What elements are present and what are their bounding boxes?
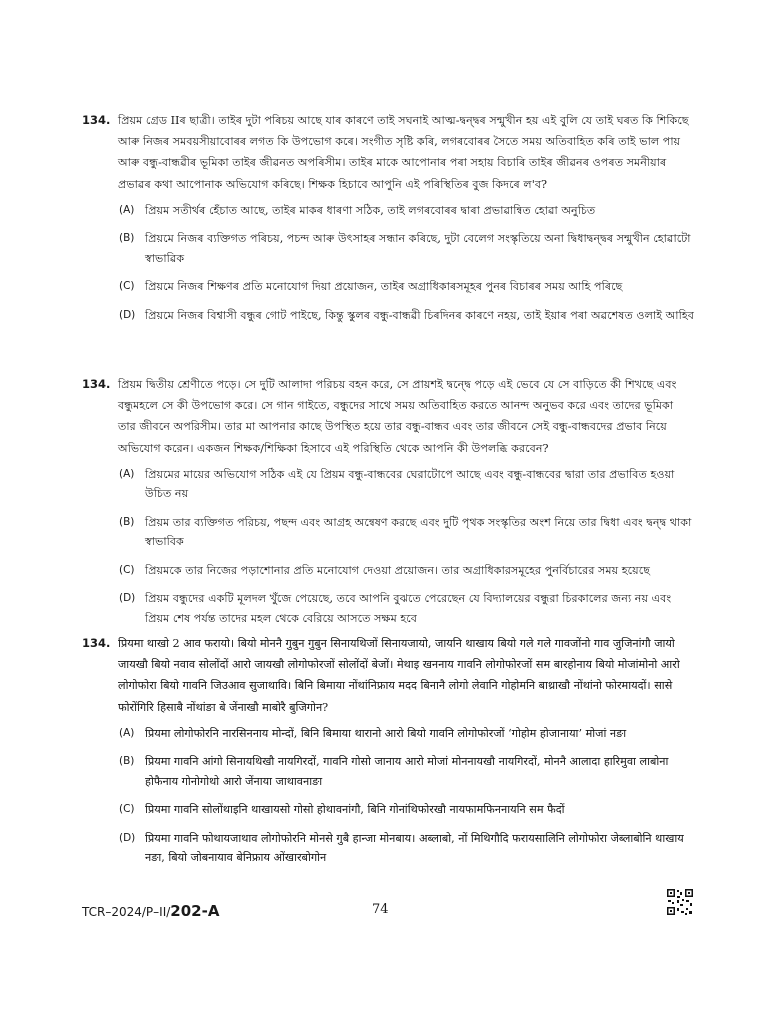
paper-code-suffix: 202-A [170,902,220,920]
option-text: प्रियमा गावनि आंगो सिनायथिखौ नायगिरदों, गावनि गोसो जानाय आरो मोजां मोननायखौ नायगिरदों, मोननै आलादा हारिमुवा लाबोना होफैनाय गोनोगोथो आरो जेंनाया जाथावनाङा [145,755,669,788]
option-label: (D) [119,831,136,844]
page-number: 74 [372,902,389,917]
option-text: প্ৰিয়ম সতীৰ্থৰ হেঁচাত আছে, তাইৰ মাকৰ ধাৰণা সঠিক, তাই লগৰবোৰৰ দ্বাৰা প্ৰভাৱান্বিত হোৱা অনুচিত [145,203,596,217]
option-text: প্রিয়ম তার ব্যক্তিগত পরিচয়, পছন্দ এবং আগ্রহ অন্বেষণ করছে এবং দুটি পৃথক সংস্কৃতির অংশ নিয়ে তার দ্বিধা এবং দ্বন্দ্ব থাকা স্বাভাবিক [145,515,692,549]
option-text: প্রিয়মকে তার নিজের পড়াশোনার প্রতি মনোযোগ দেওয়া প্রয়োজন। তার অগ্রাধিকারসমূহের পুনর্বিচারের সময় হয়েছে [145,563,651,577]
option-text: প্রিয়মের মায়ের অভিযোগ সঠিক এই যে প্রিয়ম বন্ধু-বান্ধবের ঘেরাটোপে আছে এবং বন্ধু-বান্ধবের দ্বারা তার প্রভাবিত হওয়া উচিত নয় [145,467,675,501]
option-d [119,306,694,326]
option-d [119,589,694,628]
option-label: (A) [119,726,135,739]
question-number: 134. [82,377,111,391]
option-b [119,752,694,791]
option-label: (C) [119,803,135,816]
options-list [119,465,694,629]
option-text: প্ৰিয়মে নিজৰ ব্যক্তিগত পৰিচয়, পচন্দ আৰু উৎসাহৰ সন্ধান কৰিছে, দুটা বেলেগ সংস্কৃতিয়ে অনা দ্বিধাদ্বন্দ্বৰ সন্মুখীন হোৱাটো স্বাভাৱিক [145,232,691,265]
question-number: 134. [82,113,111,127]
option-text: প্ৰিয়মে নিজৰ বিশ্বাসী বন্ধুৰ গোট পাইছে, কিন্তু স্কুলৰ বন্ধু-বান্ধৱী চিৰদিনৰ কাৰণে নহয়, তাই ইয়াৰ পৰা অৱশেষত ওলাই আহিব [145,308,694,322]
page-footer [82,896,694,936]
option-label: (B) [119,515,135,528]
option-text: प्रियमा गावनि फोथायजाथाव लोगोफोरनि मोनसे गुबै हान्जा मोनबाय। अब्लाबो, नों मिथिगौदि फरायसालिनि लोगोफोरा जेब्लाबोनि थाखाय नङा, बियो जोबनायाव बेनिफ्राय ओंखारबोगोन [145,831,684,865]
question-text: প্রিয়ম দ্বিতীয় শ্রেণীতে পড়ে। সে দুটি আলাদা পরিচয় বহন করে, সে প্রায়শই দ্বন্দ্বে পড়ে এই ভেবে যে সে বাড়িতে কী শিখছে এবং বন্ধুমহলে সে কী উপভোগ করে। সে গান গাইতে, বন্ধুদের সাথে সময় অতিবাহিত করতে আনন্দ অনুভব করে এবং তাদের ভূমিকা তার জীবনে অপরিসীম। তার মা আপনার কাছে উপস্থিত হয়ে তার বন্ধু-বান্ধব এবং তার জীবনে সেই বন্ধু-বান্ধবদের প্রভাব নিয়ে অভিযোগ করেন। একজন শিক্ষক/শিক্ষিকা হিসাবে এই পরিস্থিতি থেকে আপনি কী উপলব্ধি করবেন? [118,378,677,455]
option-b [119,229,694,268]
option-c [119,561,694,581]
option-c [119,277,694,297]
option-a [119,465,694,504]
option-label: (C) [119,280,135,293]
option-text: प्रियमा लोगोफोरनि नारसिननाय मोन्दों, बिनि बिमाया थारानो आरो बियो गावनि लोगोफोरजों ‘गोहोम होजानाया’ मोजां नङा [145,726,627,740]
option-text: প্ৰিয়মে নিজৰ শিক্ষণৰ প্ৰতি মনোযোগ দিয়া প্ৰয়োজন, তাইৰ অগ্ৰাধিকাৰসমূহৰ পুনৰ বিচাৰৰ সময় আহি পৰিছে [145,280,623,294]
question-number: 134. [82,636,111,650]
option-label: (D) [119,592,136,605]
option-label: (C) [119,563,135,576]
options-list [119,724,694,868]
paper-code-prefix: TCR–2024/P–II/ [82,905,171,919]
option-text: प्रियमा गावनि सोलोंथाइनि थाखायसो गोसो होथावनांगौ, बिनि गोनांथिफोरखौ नायफामफिननायनि सम फैदों [145,803,565,817]
question-text: প্ৰিয়ম গ্ৰেড IIৰ ছাত্ৰী। তাইৰ দুটা পৰিচয় আছে যাৰ কাৰণে তাই সঘনাই আত্ম-দ্বন্দ্বৰ সন্মুখীন হয় এই বুলি যে তাই ঘৰত কি শিকিছে আৰু নিজৰ সমবয়সীয়াবোৰৰ লগত কি উপভোগ কৰে। সংগীত সৃষ্টি কৰি, লগৰবোৰৰ সৈতে সময় অতিবাহিত কৰি তাই ভাল পায় আৰু বন্ধু-বান্ধৱীৰ ভূমিকা তাইৰ জীৱনত অপৰিসীম। তাইৰ মাকে আপোনাৰ পৰা সহায় বিচাৰি তাইৰ জীৱনৰ ওপৰত সমনীয়াৰ প্ৰভাৱৰ কথা আপোনাক অভিযোগ কৰিছে। শিক্ষক হিচাবে আপুনি এই পৰিস্থিতিৰ বুজ কিদৰে ল'ব? [118,114,689,191]
option-label: (A) [119,203,135,216]
option-label: (B) [119,232,135,245]
paper-code [82,902,219,920]
qr-code-icon [666,888,694,916]
option-a [119,201,694,221]
question-bodo [82,633,694,877]
option-label: (B) [119,755,135,768]
option-c [119,800,694,820]
option-text: প্রিয়ম বন্ধুদের একটি মূলদল খুঁজে পেয়েছে, তবে আপনি বুঝতে পেরেছেন যে বিদ্যালয়ের বন্ধুরা চিরকালের জন্য নয় এবং প্রিয়ম শেষ পর্যন্ত তাদের মহল থেকে বেরিয়ে আসতে সক্ষম হবে [145,592,672,625]
question-text: प्रियमा थाखो 2 आव फरायो। बियो मोननै गुबुन गुबुन सिनायथिजों सिनायजायो, जायनि थाखाय बियो गले गले गावजोंनो गाव जुजिनांगौ जायो जायखौ बियो नवाव सोलोंदों आरो जायखौ लोगोफोरजों सोलोंदों बेजों। मेथाइ खननाय गावनि लोगोफोरजों सम बारहोनाय बियो मोजांमोनो आरो लोगोफोरा बियो गावनि जिउआव सुजाथावि। बिनि बिमाया नोंथांनिफ्राय मदद बिनानै लोगो लेवानि गोहोमनि बाथ्राखौ नोंथांनो फोरमायदों। सासे फोरोंगिरि हिसाबै नोंथांङा बे जेंनाखौ माबोरै बुजिगोन? [118,637,680,714]
options-list [119,201,694,326]
option-label: (D) [119,308,136,321]
question-bengali [82,374,694,637]
question-assamese [82,110,694,334]
option-d [119,829,694,868]
option-b [119,513,694,552]
option-label: (A) [119,467,135,480]
option-a [119,724,694,744]
